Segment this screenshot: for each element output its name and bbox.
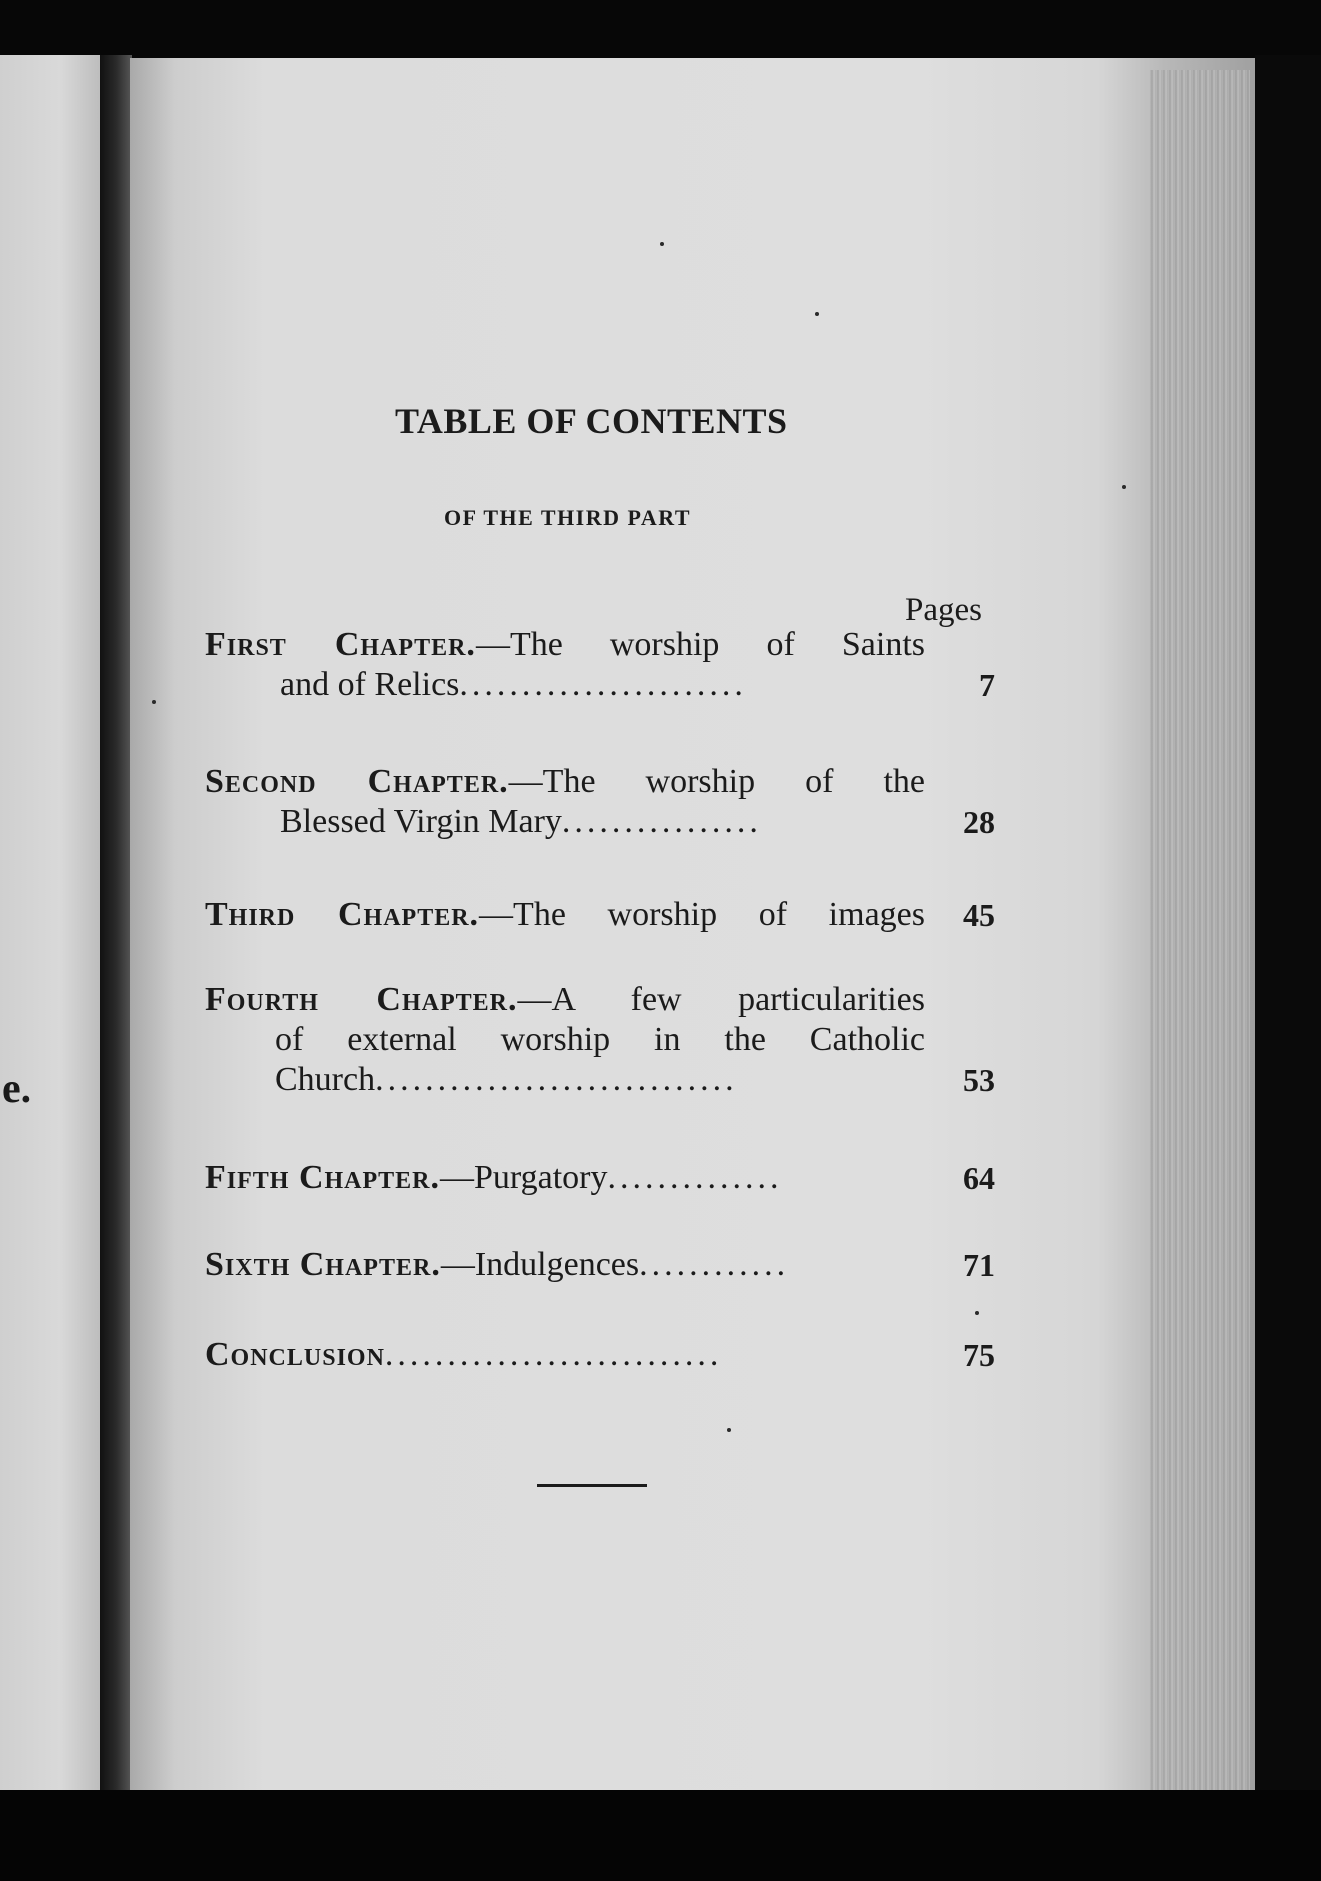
toc-entry-third-chapter[interactable] [205, 895, 995, 935]
toc-entry-fifth-chapter[interactable] [205, 1158, 995, 1198]
chapter-title: —Indulgences [440, 1246, 640, 1283]
toc-entry-line [205, 980, 925, 1020]
page-number: 7 [979, 667, 995, 703]
chapter-label: Conclusion [205, 1336, 385, 1373]
toc-entry-line [205, 1020, 925, 1060]
page-title: TABLE OF CONTENTS [395, 401, 788, 441]
toc-entry-sixth-chapter[interactable] [205, 1245, 995, 1285]
dot-leader: ............................. [375, 1061, 738, 1098]
dot-leader: ........................... [384, 1336, 723, 1373]
left-page-text-fragment: e. [2, 1066, 32, 1112]
dot-leader: ............ [639, 1246, 790, 1283]
page-number: 64 [963, 1160, 995, 1196]
chapter-label: Second Chapter. [205, 763, 509, 800]
chapter-title: —The worship of images [479, 896, 925, 933]
chapter-title-continued: Church [275, 1061, 376, 1098]
toc-entry-line [205, 895, 925, 935]
toc-entry-first-chapter[interactable] [205, 625, 995, 705]
toc-entry-line [205, 625, 925, 665]
page-number: 71 [963, 1247, 995, 1283]
left-page-edge [0, 55, 100, 1795]
scan-speck [975, 1311, 979, 1315]
chapter-label: Fourth Chapter. [205, 981, 518, 1018]
toc-entry-line [205, 1060, 995, 1100]
chapter-label: Third Chapter. [205, 896, 480, 933]
toc-entry-line [205, 802, 995, 842]
scan-speck [1122, 485, 1126, 489]
chapter-title-continued: and of Relics [280, 666, 460, 703]
page-number: 75 [963, 1337, 995, 1373]
toc-entry-fourth-chapter[interactable] [205, 980, 995, 1100]
chapter-title: —Purgatory [440, 1159, 608, 1196]
toc-entry-second-chapter[interactable] [205, 762, 995, 842]
chapter-title: —The worship of the [508, 763, 925, 800]
toc-entry-line [205, 1335, 995, 1375]
toc-entry-line [205, 762, 925, 802]
chapter-label: First Chapter. [205, 626, 476, 663]
chapter-label: Fifth Chapter. [205, 1159, 441, 1196]
chapter-title-continued: Blessed Virgin Mary [280, 803, 562, 840]
page-edge-shading [1150, 70, 1250, 1790]
scan-speck [660, 242, 664, 246]
chapter-label: Sixth Chapter. [205, 1246, 441, 1283]
closing-rule [537, 1484, 647, 1487]
page-number: 45 [963, 897, 995, 933]
scan-speck [815, 312, 819, 316]
toc-entry-conclusion[interactable] [205, 1335, 995, 1375]
toc-entry-line [205, 665, 995, 705]
page-number: 28 [963, 804, 995, 840]
scan-speck [727, 1428, 731, 1432]
dot-leader: ................ [561, 803, 762, 840]
chapter-title: —A few particularities [517, 981, 926, 1018]
toc-entry-line [205, 1158, 995, 1198]
scan-top-border [0, 0, 1321, 60]
book-gutter [100, 55, 132, 1795]
scan-speck [152, 700, 156, 704]
toc-entry-line [205, 1245, 995, 1285]
dot-leader: .............. [607, 1159, 783, 1196]
pages-column-header: Pages [905, 592, 982, 628]
page-subtitle: OF THE THIRD PART [444, 505, 692, 530]
scan-right-border [1255, 55, 1321, 1795]
scan-bottom-border [0, 1790, 1321, 1881]
page-number: 53 [963, 1062, 995, 1098]
dot-leader: ....................... [459, 666, 747, 703]
chapter-title-continued: of external worship in the Catholic [275, 1021, 925, 1058]
chapter-title: —The worship of Saints [475, 626, 926, 663]
